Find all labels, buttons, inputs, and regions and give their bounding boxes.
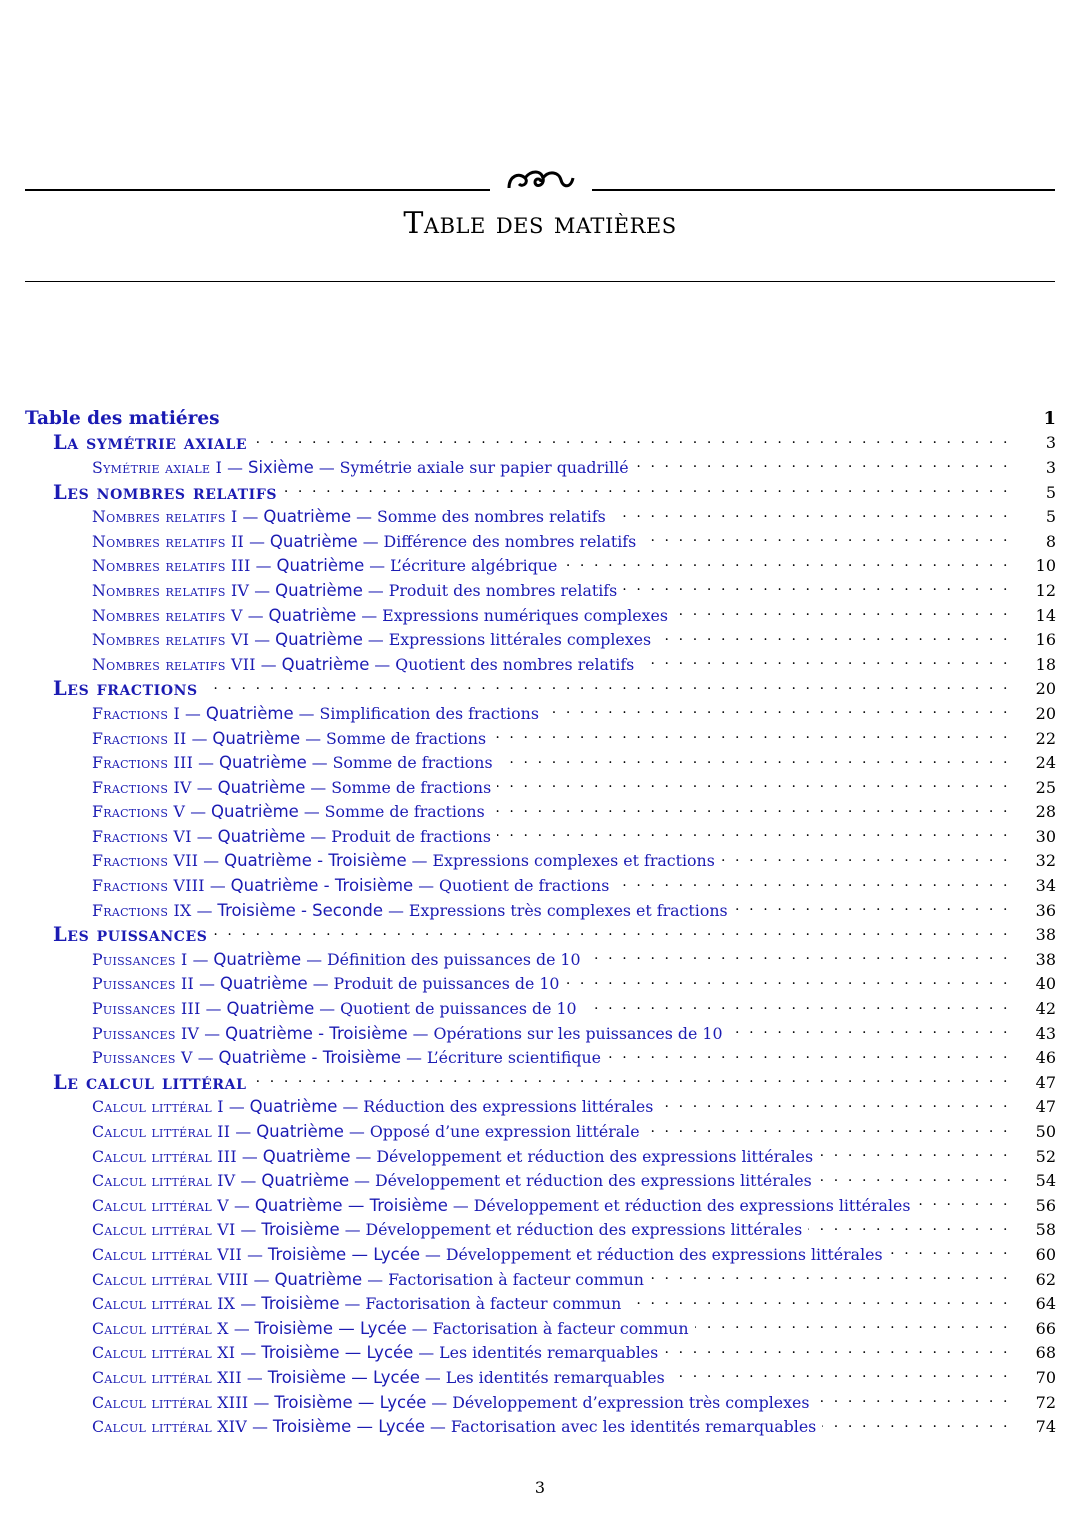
toc-page-number: 32	[1035, 851, 1056, 871]
toc-section-levels: Quatrième	[256, 1122, 344, 1142]
toc-section-label: Fractions VII	[92, 851, 199, 871]
toc-page-number: 10	[1035, 556, 1056, 576]
toc-chapter-link[interactable]: Les nombres relatifs	[53, 481, 283, 504]
toc-section-row[interactable]	[92, 1242, 1056, 1267]
toc-page-number: 14	[1035, 605, 1056, 625]
toc-section-row[interactable]	[92, 750, 1056, 775]
toc-section-topic: Expressions numériques complexes	[382, 605, 668, 625]
toc-leader	[545, 701, 1010, 725]
toc-section-topic: Produit des nombres relatifs	[388, 580, 618, 600]
toc-chapter-row[interactable]	[53, 922, 1056, 947]
toc-section-label: Fractions I	[92, 703, 181, 723]
toc-section-row[interactable]	[92, 1045, 1056, 1070]
toc-leader	[204, 677, 1010, 701]
toc-leader	[674, 603, 1010, 627]
toc-section-link[interactable]: Calcul littéral IX — Troisième — Factorisation à facteur commun	[92, 1294, 627, 1313]
toc-page-number: 50	[1035, 1122, 1056, 1142]
toc-page-number: 20	[1035, 703, 1056, 723]
toc-chapter-row[interactable]	[53, 677, 1056, 702]
toc-section-levels: Quatrième	[226, 999, 315, 1019]
toc-page-number: 43	[1035, 1023, 1056, 1043]
toc-section-topic: Opérations sur les puissances de 10	[433, 1023, 723, 1043]
toc-page-number: 47	[1035, 1072, 1056, 1092]
toc-section-label: Symétrie axiale I	[92, 457, 223, 477]
toc-leader	[640, 652, 1010, 676]
toc-page-number: 46	[1035, 1048, 1056, 1068]
toc-leader	[607, 1046, 1010, 1070]
toc-leader	[499, 751, 1010, 775]
toc-section-row[interactable]	[92, 1144, 1056, 1169]
toc-leader	[916, 1193, 1010, 1217]
toc-page-number: 8	[1045, 531, 1056, 551]
toc-section-label: Calcul littéral IV	[92, 1171, 236, 1191]
toc-section-row[interactable]	[92, 972, 1056, 997]
toc-section-levels: Quatrième	[268, 605, 357, 625]
toc-section-topic: Factorisation à facteur commun	[432, 1318, 689, 1338]
toc-section-label: Nombres relatifs IV	[92, 580, 250, 600]
header-rule-right	[592, 189, 1055, 191]
toc-leader	[650, 1267, 1010, 1291]
toc-section-link[interactable]: Calcul littéral XIV — Troisième — Lycée — Factorisation avec les identités remarquables	[92, 1417, 822, 1436]
toc-section-label: Fractions V	[92, 802, 186, 822]
toc-section-levels: Quatrième	[205, 703, 294, 723]
toc-section-label: Fractions VI	[92, 826, 192, 846]
toc-section-label: Puissances II	[92, 974, 195, 994]
toc-chapter-row[interactable]	[53, 1070, 1056, 1095]
toc-section-label: Calcul littéral I	[92, 1097, 224, 1117]
toc-section-levels: Quatrième - Troisième	[218, 1048, 402, 1068]
toc-section-link[interactable]: Calcul littéral XIII — Troisième — Lycée — Développement d’expression très complexes	[92, 1393, 816, 1412]
toc-leader	[226, 406, 1010, 430]
toc-section-topic: Factorisation avec les identités remarquables	[450, 1417, 817, 1437]
toc-section-levels: Troisième — Lycée	[272, 1417, 426, 1437]
toc-section-row[interactable]	[92, 1095, 1056, 1120]
toc-section-label: Calcul littéral IX	[92, 1294, 236, 1314]
toc-section-levels: Troisième	[261, 1220, 340, 1240]
toc-section-row[interactable]	[92, 652, 1056, 677]
toc-section-row[interactable]	[92, 529, 1056, 554]
toc-leader	[253, 431, 1010, 455]
toc-page-number: 30	[1035, 826, 1056, 846]
toc-section-topic: Opposé d’une expression littérale	[369, 1122, 640, 1142]
toc-section-topic: Quotient de fractions	[439, 876, 610, 896]
toc-page-number: 24	[1035, 753, 1056, 773]
toc-page-number: 64	[1035, 1294, 1056, 1314]
toc-leader	[623, 578, 1010, 602]
toc-leader	[587, 947, 1010, 971]
toc-leader	[822, 1415, 1010, 1439]
toc-leader	[657, 628, 1010, 652]
toc-section-link[interactable]: Puissances III — Quatrième — Quotient de puissances de 10	[92, 999, 583, 1018]
toc-leader	[819, 1144, 1010, 1168]
toc-page-number: 70	[1035, 1367, 1056, 1387]
toc-section-label: Nombres relatifs VII	[92, 654, 256, 674]
toc-page-number: 5	[1045, 507, 1056, 527]
toc-section-link[interactable]: Puissances I — Quatrième — Définition des puissances de 10	[92, 950, 587, 969]
toc-section-topic: Factorisation à facteur commun	[388, 1269, 644, 1289]
toc-page-number: 72	[1035, 1392, 1056, 1412]
toc-section-link[interactable]: Nombres relatifs IV — Quatrième — Produit des nombres relatifs	[92, 581, 623, 600]
toc-leader	[695, 1316, 1010, 1340]
toc-leader	[497, 775, 1010, 799]
toc-leader	[492, 726, 1010, 750]
toc-section-row[interactable]	[92, 578, 1056, 603]
toc-section-link[interactable]: Fractions II — Quatrième — Somme de fractions	[92, 729, 492, 748]
toc-section-levels: Quatrième - Troisième	[230, 876, 414, 896]
toc-section-topic: Développement et réduction des expressions littérales	[365, 1220, 803, 1240]
toc-section-levels: Quatrième	[275, 580, 363, 600]
toc-section-levels: Troisième — Lycée	[254, 1318, 407, 1338]
toc-section-levels: Quatrième - Troisième	[225, 1023, 408, 1043]
toc-section-row[interactable]	[92, 1341, 1056, 1366]
toc-section-link[interactable]: Fractions IX — Troisième - Seconde — Expressions très complexes et fractions	[92, 901, 734, 920]
toc-section-link[interactable]: Puissances II — Quatrième — Produit de puissances de 10	[92, 974, 565, 993]
toc-section-levels: Quatrième	[217, 826, 306, 846]
toc-page-number: 12	[1035, 580, 1056, 600]
toc-leader	[253, 1070, 1010, 1094]
toc-page-number: 16	[1035, 630, 1056, 650]
toc-section-link[interactable]: Calcul littéral XII — Troisième — Lycée — Les identités remarquables	[92, 1368, 671, 1387]
toc-section-topic: Quotient des nombres relatifs	[395, 654, 635, 674]
toc-leader	[734, 898, 1010, 922]
toc-section-label: Nombres relatifs II	[92, 531, 245, 551]
toc-section-link[interactable]: Nombres relatifs VI — Quatrième — Expressions littérales complexes	[92, 630, 657, 649]
toc-section-levels: Quatrième	[218, 753, 307, 773]
toc-section-label: Calcul littéral X	[92, 1318, 229, 1338]
toc-section-topic: Expressions littérales complexes	[388, 630, 652, 650]
toc-section-row[interactable]	[92, 1316, 1056, 1341]
page-title: Table des matières	[403, 206, 677, 241]
toc-section-levels: Troisième	[261, 1294, 340, 1314]
toc-section-topic: Les identités remarquables	[445, 1367, 665, 1387]
toc-section-row[interactable]	[92, 1365, 1056, 1390]
toc-section-link[interactable]: Calcul littéral X — Troisième — Lycée — Factorisation à facteur commun	[92, 1319, 695, 1338]
toc-leader	[671, 1365, 1010, 1389]
toc-section-link[interactable]: Fractions VII — Quatrième - Troisième — Expressions complexes et fractions	[92, 851, 721, 870]
toc-page-number: 74	[1035, 1417, 1056, 1437]
toc-section-link[interactable]: Fractions IV — Quatrième — Somme de fractions	[92, 778, 497, 797]
toc-section-topic: Développement et réduction des expressions littérales	[376, 1146, 814, 1166]
toc-section-topic: Développement et réduction des expressions littérales	[374, 1171, 812, 1191]
toc-section-link[interactable]: Calcul littéral V — Quatrième — Troisième — Développement et réduction des expressions littérales	[92, 1196, 916, 1215]
toc-section-label: Puissances V	[92, 1048, 193, 1068]
toc-section-label: Nombres relatifs V	[92, 605, 243, 625]
toc-page-number: 62	[1035, 1269, 1056, 1289]
toc-section-row[interactable]	[92, 701, 1056, 726]
toc-leader	[491, 800, 1010, 824]
toc-chapter-link[interactable]: Le calcul littéral	[53, 1071, 253, 1094]
toc-section-link[interactable]: Nombres relatifs II — Quatrième — Différence des nombres relatifs	[92, 532, 642, 551]
toc-section-row[interactable]	[92, 824, 1056, 849]
toc-section-row[interactable]	[92, 1291, 1056, 1316]
toc-page-number: 28	[1035, 802, 1056, 822]
toc-section-topic: Réduction des expressions littérales	[363, 1097, 654, 1117]
toc-leader	[612, 505, 1010, 529]
toc-section-levels: Quatrième	[213, 949, 302, 969]
toc-heading-label[interactable]: Table des matiéres	[25, 408, 226, 429]
toc-section-levels: Troisième — Lycée	[267, 1244, 421, 1264]
toc-section-levels: Quatrième	[262, 1146, 351, 1166]
toc-section-label: Calcul littéral VII	[92, 1244, 243, 1264]
toc-leader	[615, 874, 1010, 898]
toc-section-levels: Quatrième	[217, 777, 306, 797]
toc-section-row[interactable]	[92, 1218, 1056, 1243]
toc-section-row[interactable]	[92, 873, 1056, 898]
toc-section-link[interactable]: Fractions VI — Quatrième — Produit de fractions	[92, 827, 497, 846]
toc-page-number: 58	[1035, 1220, 1056, 1240]
toc-section-levels: Sixième	[248, 457, 314, 477]
toc-section-topic: Définition des puissances de 10	[327, 949, 581, 969]
toc-leader	[213, 923, 1010, 947]
toc-section-link[interactable]: Nombres relatifs V — Quatrième — Expressions numériques complexes	[92, 606, 674, 625]
toc-section-link[interactable]: Nombres relatifs III — Quatrième — L’écriture algébrique	[92, 556, 563, 575]
toc-section-levels: Quatrième	[275, 630, 363, 650]
toc-section-row[interactable]	[92, 849, 1056, 874]
toc-section-row[interactable]	[92, 1021, 1056, 1046]
toc-section-link[interactable]: Symétrie axiale I — Sixième — Symétrie axiale sur papier quadrillé	[92, 458, 635, 477]
toc-section-link[interactable]: Fractions I — Quatrième — Simplification des fractions	[92, 704, 545, 723]
toc-leader	[664, 1341, 1010, 1365]
toc-leader	[721, 849, 1010, 873]
toc-section-topic: Somme de fractions	[326, 728, 487, 748]
toc-section-link[interactable]: Calcul littéral XI — Troisième — Lycée — Les identités remarquables	[92, 1343, 664, 1362]
toc-section-label: Nombres relatifs I	[92, 507, 238, 527]
toc-chapter-link[interactable]: Les fractions	[53, 677, 204, 700]
toc-section-levels: Quatrième	[281, 654, 370, 674]
toc-section-link[interactable]: Calcul littéral II — Quatrième — Opposé d’une expression littérale	[92, 1122, 646, 1141]
toc-leader	[642, 529, 1010, 553]
header-rule-left	[25, 189, 490, 191]
toc-section-row[interactable]	[92, 1119, 1056, 1144]
toc-page-number: 56	[1035, 1195, 1056, 1215]
toc-section-label: Fractions III	[92, 753, 194, 773]
toc-leader	[646, 1120, 1010, 1144]
toc-section-label: Calcul littéral VI	[92, 1220, 236, 1240]
toc-section-topic: Somme de fractions	[331, 777, 492, 797]
toc-page-number: 22	[1035, 728, 1056, 748]
toc-page-number: 47	[1035, 1097, 1056, 1117]
toc-section-row[interactable]	[92, 1390, 1056, 1415]
toc-section-levels: Quatrième — Troisième	[254, 1195, 448, 1215]
toc-section-label: Calcul littéral V	[92, 1195, 229, 1215]
toc-section-topic: Différence des nombres relatifs	[383, 531, 637, 551]
page-number: 3	[534, 1478, 546, 1497]
toc-section-label: Calcul littéral VIII	[92, 1269, 249, 1289]
toc-section-row[interactable]	[92, 947, 1056, 972]
toc-section-row[interactable]	[92, 996, 1056, 1021]
toc-section-row[interactable]	[92, 726, 1056, 751]
fleuron-ornament-icon	[505, 166, 577, 194]
toc-leader	[563, 554, 1010, 578]
toc-section-levels: Troisième — Lycée	[261, 1343, 414, 1363]
toc-page-number: 34	[1035, 876, 1056, 896]
toc-section-link[interactable]: Puissances IV — Quatrième - Troisième — Opérations sur les puissances de 10	[92, 1024, 729, 1043]
toc-section-topic: Expressions très complexes et fractions	[408, 900, 728, 920]
toc-section-levels: Quatrième	[276, 556, 365, 576]
toc-leader	[627, 1292, 1010, 1316]
toc-page-number: 40	[1035, 974, 1056, 994]
toc-section-row[interactable]	[92, 627, 1056, 652]
toc-page-number: 38	[1035, 925, 1056, 945]
toc-section-levels: Quatrième	[211, 802, 299, 822]
toc-section-topic: Simplification des fractions	[319, 703, 539, 723]
toc-page-number: 3	[1045, 433, 1056, 453]
toc-section-levels: Quatrième - Troisième	[224, 851, 407, 871]
toc-section-levels: Quatrième	[263, 507, 352, 527]
table-of-contents	[25, 406, 1056, 1439]
toc-page-number: 66	[1035, 1318, 1056, 1338]
toc-section-levels: Quatrième	[219, 974, 308, 994]
toc-section-row[interactable]	[92, 504, 1056, 529]
toc-page-number: 3	[1045, 457, 1056, 477]
toc-section-row[interactable]	[92, 1193, 1056, 1218]
toc-leader	[583, 997, 1010, 1021]
toc-section-row[interactable]	[92, 603, 1056, 628]
toc-section-topic: L’écriture scientifique	[426, 1048, 601, 1068]
toc-leader	[497, 824, 1010, 848]
toc-leader	[565, 972, 1010, 996]
toc-section-label: Calcul littéral XIV	[92, 1417, 248, 1437]
toc-page-number: 54	[1035, 1171, 1056, 1191]
toc-section-label: Calcul littéral III	[92, 1146, 237, 1166]
toc-section-topic: Développement et réduction des expressions littérales	[473, 1195, 911, 1215]
toc-page-number: 60	[1035, 1244, 1056, 1264]
toc-section-row[interactable]	[92, 800, 1056, 825]
toc-section-label: Calcul littéral XI	[92, 1343, 236, 1363]
toc-section-topic: Les identités remarquables	[439, 1343, 659, 1363]
toc-page-number: 36	[1035, 900, 1056, 920]
toc-section-levels: Quatrième	[261, 1171, 350, 1191]
toc-section-topic: Produit de puissances de 10	[333, 974, 560, 994]
toc-section-label: Fractions II	[92, 728, 187, 748]
header-divider	[25, 281, 1055, 282]
toc-section-link[interactable]: Nombres relatifs VII — Quatrième — Quotient des nombres relatifs	[92, 655, 640, 674]
toc-section-levels: Quatrième	[274, 1269, 363, 1289]
toc-section-topic: Développement et réduction des expressions littérales	[445, 1244, 883, 1264]
toc-section-label: Puissances I	[92, 949, 188, 969]
toc-page-number: 38	[1035, 949, 1056, 969]
toc-section-link[interactable]: Calcul littéral VI — Troisième — Développement et réduction des expressions littérales	[92, 1220, 808, 1239]
toc-section-levels: Troisième — Lycée	[267, 1367, 420, 1387]
toc-leader	[889, 1242, 1010, 1266]
toc-section-topic: Somme des nombres relatifs	[377, 507, 606, 527]
toc-section-topic: Quotient de puissances de 10	[340, 999, 577, 1019]
toc-section-topic: Somme de fractions	[324, 802, 485, 822]
toc-section-row[interactable]	[92, 1414, 1056, 1439]
toc-section-label: Puissances IV	[92, 1023, 200, 1043]
toc-leader	[635, 455, 1010, 479]
toc-section-levels: Troisième - Seconde	[217, 900, 384, 920]
toc-leader	[816, 1390, 1010, 1414]
toc-page-number: 68	[1035, 1343, 1056, 1363]
toc-section-link[interactable]: Puissances V — Quatrième - Troisième — L’écriture scientifique	[92, 1048, 607, 1067]
toc-chapter-link[interactable]: Les puissances	[53, 923, 213, 946]
toc-page-number: 25	[1035, 777, 1056, 797]
toc-section-label: Nombres relatifs VI	[92, 630, 250, 650]
toc-section-topic: L’écriture algébrique	[390, 556, 558, 576]
toc-heading-page: 1	[1043, 407, 1056, 429]
toc-leader	[808, 1218, 1010, 1242]
toc-section-row[interactable]	[92, 898, 1056, 923]
toc-section-levels: Troisième — Lycée	[274, 1392, 427, 1412]
toc-page-number: 5	[1045, 482, 1056, 502]
toc-section-levels: Quatrième	[249, 1097, 338, 1117]
toc-page-number: 42	[1035, 999, 1056, 1019]
toc-section-levels: Quatrième	[269, 531, 358, 551]
toc-leader	[659, 1095, 1010, 1119]
toc-section-label: Calcul littéral II	[92, 1122, 231, 1142]
toc-chapter-row[interactable]	[53, 480, 1056, 505]
toc-chapter-row[interactable]	[53, 431, 1056, 456]
toc-section-topic: Somme de fractions	[332, 753, 493, 773]
toc-page-number: 18	[1035, 654, 1056, 674]
toc-section-label: Fractions IV	[92, 777, 192, 797]
toc-section-label: Calcul littéral XII	[92, 1367, 242, 1387]
toc-section-link[interactable]: Calcul littéral IV — Quatrième — Développement et réduction des expressions littérales	[92, 1171, 818, 1190]
toc-leader	[283, 480, 1010, 504]
toc-section-link[interactable]: Fractions III — Quatrième — Somme de fractions	[92, 753, 499, 772]
toc-section-label: Fractions IX	[92, 900, 192, 920]
toc-section-label: Puissances III	[92, 999, 201, 1019]
toc-section-topic: Développement d’expression très complexes	[452, 1392, 810, 1412]
toc-page-number: 52	[1035, 1146, 1056, 1166]
toc-section-link[interactable]: Nombres relatifs I — Quatrième — Somme des nombres relatifs	[92, 507, 612, 526]
toc-section-link[interactable]: Fractions VIII — Quatrième - Troisième — Quotient de fractions	[92, 876, 615, 895]
toc-chapter-link[interactable]: La symétrie axiale	[53, 431, 253, 454]
toc-section-link[interactable]: Calcul littéral VIII — Quatrième — Factorisation à facteur commun	[92, 1270, 650, 1289]
toc-heading-row[interactable]	[25, 406, 1056, 431]
toc-section-row[interactable]	[92, 554, 1056, 579]
toc-section-link[interactable]: Calcul littéral I — Quatrième — Réduction des expressions littérales	[92, 1097, 659, 1116]
toc-section-link[interactable]: Calcul littéral III — Quatrième — Développement et réduction des expressions littérales	[92, 1147, 819, 1166]
toc-section-row[interactable]	[92, 1168, 1056, 1193]
toc-section-topic: Expressions complexes et fractions	[432, 851, 715, 871]
toc-section-label: Fractions VIII	[92, 876, 205, 896]
toc-leader	[729, 1021, 1011, 1045]
toc-section-levels: Quatrième	[212, 728, 301, 748]
toc-section-row[interactable]	[92, 775, 1056, 800]
toc-page-number: 20	[1035, 679, 1056, 699]
toc-section-link[interactable]: Calcul littéral VII — Troisième — Lycée — Développement et réduction des expressions littérales	[92, 1245, 889, 1264]
toc-section-row[interactable]	[92, 1267, 1056, 1292]
toc-section-topic: Produit de fractions	[331, 826, 491, 846]
toc-section-topic: Symétrie axiale sur papier quadrillé	[339, 457, 629, 477]
toc-section-label: Calcul littéral XIII	[92, 1392, 249, 1412]
toc-section-topic: Factorisation à facteur commun	[365, 1294, 622, 1314]
toc-section-link[interactable]: Fractions V — Quatrième — Somme de fractions	[92, 802, 491, 821]
toc-leader	[818, 1169, 1010, 1193]
toc-section-label: Nombres relatifs III	[92, 556, 251, 576]
toc-section-row[interactable]	[92, 455, 1056, 480]
